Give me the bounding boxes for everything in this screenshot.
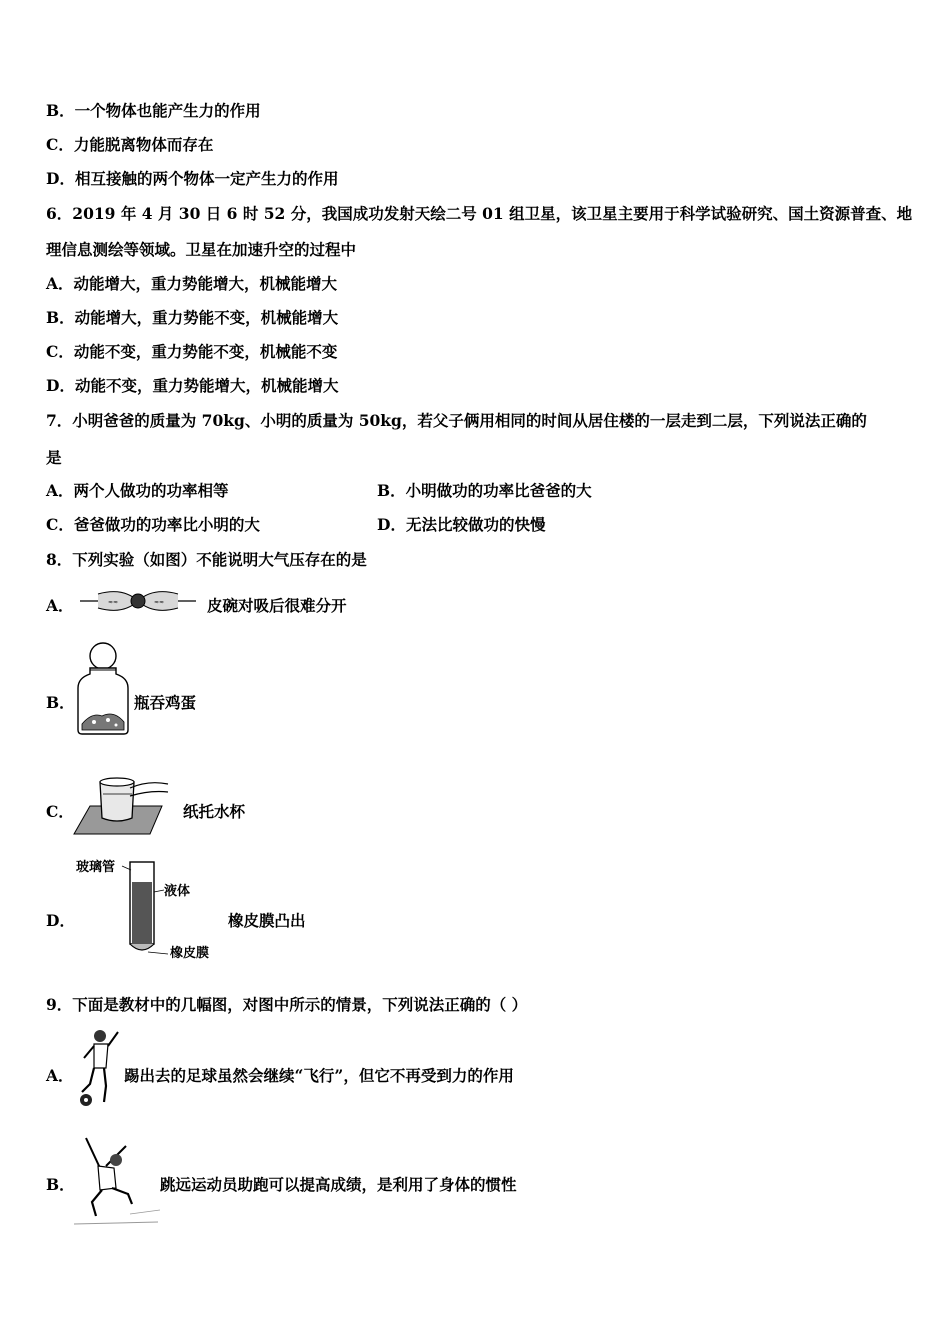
- svg-text:≈≈: ≈≈: [108, 599, 119, 606]
- fig-label-glass-tube: 玻璃管: [76, 860, 116, 875]
- q9-option-b-label: B．: [46, 1175, 75, 1194]
- q5-option-d: D．相互接触的两个物体一定产生力的作用: [46, 169, 339, 188]
- suction-cups-figure: [78, 584, 198, 618]
- q7-stem-line2: 是: [46, 448, 62, 467]
- q7-option-b: B．小明做功的功率比爸爸的大: [377, 481, 592, 500]
- q6-stem-line1: 6．2019 年 4 月 30 日 6 时 52 分，我国成功发射天绘二号 01 组卫星，该卫星主要用于科学试验研究、国土资源普查、地: [46, 204, 913, 223]
- q6-option-c: C．动能不变，重力势能不变，机械能不变: [46, 342, 338, 361]
- q8-option-c-text: 纸托水杯: [183, 802, 246, 821]
- q9-option-a-text: 踢出去的足球虽然会继续“飞行”，但它不再受到力的作用: [124, 1066, 514, 1085]
- q6-option-d: D．动能不变，重力势能增大，机械能增大: [46, 376, 339, 395]
- football-kick-figure: [74, 1028, 122, 1110]
- q8-stem: 8．下列实验（如图）不能说明大气压存在的是: [46, 550, 367, 569]
- q5-option-b: B．一个物体也能产生力的作用: [46, 101, 261, 120]
- fig-label-membrane: 橡皮膜: [170, 946, 210, 961]
- q7-option-a: A．两个人做功的功率相等: [46, 481, 229, 500]
- q6-option-b: B．动能增大，重力势能不变，机械能增大: [46, 308, 339, 327]
- q9-option-b-text: 跳远运动员助跑可以提高成绩，是利用了身体的惯性: [160, 1175, 517, 1194]
- q6-stem-line2: 理信息测绘等领域。卫星在加速升空的过程中: [46, 240, 357, 259]
- q5-option-c: C．力能脱离物体而存在: [46, 135, 214, 154]
- q7-option-d: D．无法比较做功的快慢: [377, 515, 546, 534]
- q8-option-d-text: 橡皮膜凸出: [228, 911, 306, 930]
- q8-option-b-label: B．: [46, 693, 75, 712]
- q8-option-a-label: A．: [46, 596, 74, 615]
- q7-stem-line1: 7．小明爸爸的质量为 70kg、小明的质量为 50kg，若父子俩用相同的时间从居住楼的一层走到二层，下列说法正确的: [46, 411, 867, 430]
- long-jump-figure: [70, 1132, 162, 1230]
- q9-option-a-label: A．: [46, 1066, 74, 1085]
- q8-option-b-text: 瓶吞鸡蛋: [134, 693, 197, 712]
- q8-option-a-text: 皮碗对吸后很难分开: [207, 596, 347, 615]
- svg-text:≈≈: ≈≈: [154, 599, 165, 606]
- q6-option-a: A．动能增大，重力势能增大，机械能增大: [46, 274, 338, 293]
- q8-option-d-label: D．: [46, 911, 75, 930]
- fig-label-liquid: 液体: [164, 884, 191, 899]
- paper-cup-figure: [70, 774, 170, 838]
- q7-option-c: C．爸爸做功的功率比小明的大: [46, 515, 260, 534]
- q9-stem: 9．下面是教材中的几幅图，对图中所示的情景，下列说法正确的（ ）: [46, 995, 528, 1014]
- bottle-egg-figure: [72, 640, 134, 736]
- q8-option-c-label: C．: [46, 802, 74, 821]
